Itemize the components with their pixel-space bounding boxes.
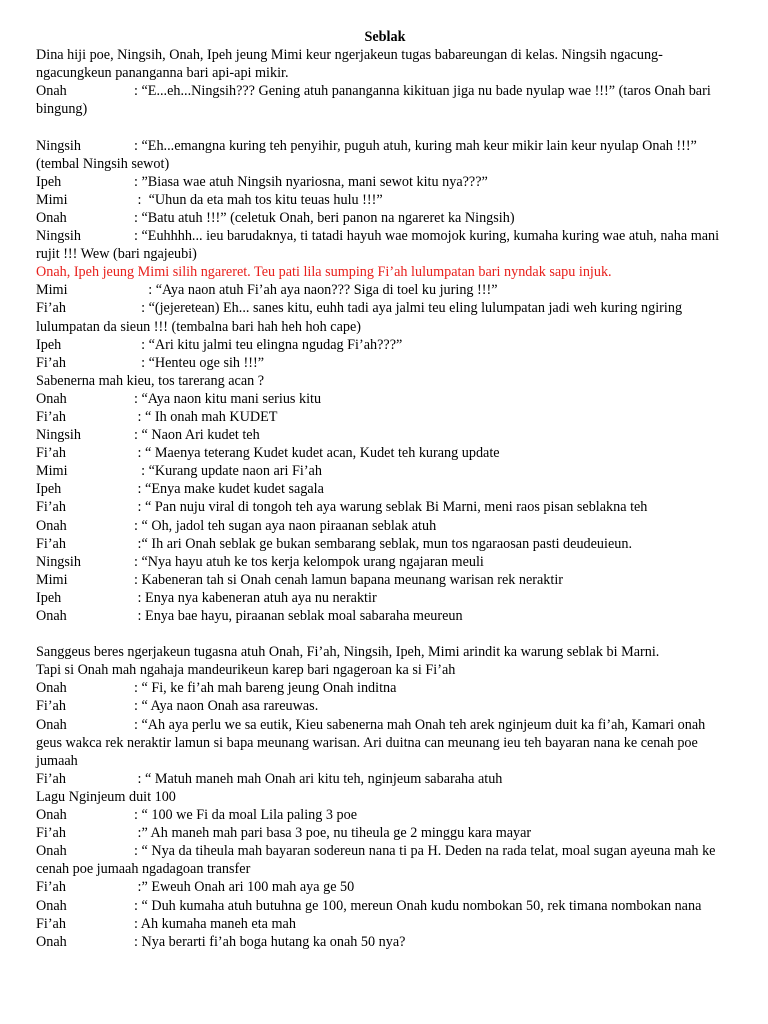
speaker-colon: : bbox=[134, 843, 142, 860]
speaker-name: Ningsih bbox=[36, 137, 81, 154]
dialogue-text: Nya berarti fi’ah boga hutang ka onah 50 nya? bbox=[141, 933, 406, 950]
speaker-name: Ipeh bbox=[36, 173, 62, 190]
speaker-colon: : bbox=[134, 499, 146, 516]
speaker-colon: : bbox=[134, 680, 142, 697]
speaker-colon: : bbox=[134, 571, 142, 588]
dialogue-line bbox=[36, 408, 734, 426]
dialogue-text: ” Eweuh Onah ari 100 mah aya ge 50 bbox=[141, 879, 355, 896]
speaker-name: Fi’ah bbox=[36, 698, 66, 715]
dialogue-line bbox=[36, 227, 734, 263]
speaker-name: Ningsih bbox=[36, 228, 81, 245]
dialogue-text: “Uhun da eta mah tos kitu teuas hulu !!!” bbox=[148, 191, 383, 208]
dialogue-line bbox=[36, 517, 734, 535]
dialogue-text: “Eh...emangna kuring teh penyihir, puguh atuh, kuring mah keur mikir lain keur nyulap Onah !!!” (tembal Ningsih sewot) bbox=[36, 137, 697, 172]
speaker-name: Fi’ah bbox=[36, 445, 66, 462]
dialogue-line bbox=[36, 191, 734, 209]
speaker-colon: : bbox=[134, 83, 142, 100]
dialogue-text: Kabeneran tah si Onah cenah lamun bapana meunang warisan rek neraktir bbox=[141, 571, 564, 588]
dialogue-text: ” Ah maneh mah pari basa 3 poe, nu tiheula ge 2 minggu kara mayar bbox=[141, 825, 532, 842]
dialogue-text: “Euhhhh... ieu barudaknya, ti tatadi hayuh wae momojok kuring, kumaha kuring wae atuh, naha mani rujit !!! Wew (bari ngajeubi) bbox=[36, 228, 720, 263]
dialogue-line bbox=[36, 607, 734, 625]
speaker-colon: : bbox=[134, 933, 142, 950]
speaker-colon: : bbox=[134, 282, 156, 299]
speaker-colon: : bbox=[134, 445, 146, 462]
narration-line: Tapi si Onah mah ngahaja mandeurikeun karep bari ngageroan ka si Fi’ah bbox=[36, 662, 456, 679]
dialogue-text: “ Oh, jadol teh sugan aya naon piraanan seblak atuh bbox=[141, 517, 437, 534]
speaker-name: Onah bbox=[36, 716, 67, 733]
dialogue-text: “ Matuh maneh mah Onah ari kitu teh, nginjeum sabaraha atuh bbox=[145, 770, 503, 787]
dialogue-text: “ Naon Ari kudet teh bbox=[141, 427, 260, 444]
dialogue-text: “Batu atuh !!!” (celetuk Onah, beri panon na ngareret ka Ningsih) bbox=[141, 209, 515, 226]
dialogue-line bbox=[36, 498, 734, 516]
speaker-colon: : bbox=[134, 463, 149, 480]
dialogue-text: “Aya naon atuh Fi’ah aya naon??? Siga di toel ku juring !!!” bbox=[155, 282, 498, 299]
dialogue-line bbox=[36, 697, 734, 715]
dialogue-line bbox=[36, 806, 734, 824]
speaker-colon: : bbox=[134, 698, 142, 715]
dialogue-line bbox=[36, 915, 734, 933]
speaker-colon: : bbox=[134, 228, 142, 245]
speaker-name: Onah bbox=[36, 843, 67, 860]
dialogue-line bbox=[36, 933, 734, 951]
dialogue-line bbox=[36, 281, 734, 299]
narration-line: Sabenerna mah kieu, tos tarerang acan ? bbox=[36, 372, 265, 389]
dialogue-line bbox=[36, 299, 734, 335]
speaker-colon: : bbox=[134, 173, 142, 190]
dialogue-line bbox=[36, 480, 734, 498]
speaker-colon: : bbox=[134, 879, 142, 896]
dialogue-text: “ Ih ari Onah seblak ge bukan sembarang seblak, mun tos ngaraosan pasti deudeuieun. bbox=[141, 535, 633, 552]
dialogue-text: “Nya hayu atuh ke tos kerja kelompok urang ngajaran meuli bbox=[141, 553, 484, 570]
dialogue-text: “Henteu oge sih !!!” bbox=[148, 354, 265, 371]
dialogue-line bbox=[36, 842, 734, 878]
dialogue-line bbox=[36, 354, 734, 372]
dialogue-text: “ Duh kumaha atuh butuhna ge 100, mereun Onah kudu nombokan 50, rek timana nombokan nana bbox=[141, 897, 702, 914]
speaker-colon: : bbox=[134, 915, 141, 932]
dialogue-line bbox=[36, 209, 734, 227]
speaker-name: Onah bbox=[36, 83, 67, 100]
speaker-name: Mimi bbox=[36, 191, 68, 208]
dialogue-line bbox=[36, 173, 734, 191]
dialogue-line bbox=[36, 897, 734, 915]
speaker-name: Fi’ah bbox=[36, 354, 66, 371]
dialogue-text: “(jejeretean) Eh... sanes kitu, euhh tadi aya jalmi teu eling lulumpatan jadi weh kuring ngiring lulumpatan da sieun !!! (tembalna bari hah heh hoh cape) bbox=[36, 300, 683, 335]
dialogue-text: “E...eh...Ningsih??? Gening atuh pananganna kikituan jiga nu bade nyulap wae !!!” (taros Onah bari bingung) bbox=[36, 83, 711, 118]
speaker-colon: : bbox=[134, 807, 142, 824]
dialogue-text: “Aya naon kitu mani serius kitu bbox=[141, 390, 322, 407]
speaker-name: Fi’ah bbox=[36, 915, 66, 932]
speaker-colon: : bbox=[134, 300, 149, 317]
speaker-name: Mimi bbox=[36, 571, 68, 588]
speaker-name: Fi’ah bbox=[36, 535, 66, 552]
dialogue-line bbox=[36, 535, 734, 553]
speaker-name: Onah bbox=[36, 897, 67, 914]
speaker-colon: : bbox=[134, 608, 146, 624]
speaker-name: Onah bbox=[36, 933, 67, 950]
blank-line bbox=[36, 625, 734, 643]
speaker-colon: : bbox=[134, 825, 142, 842]
dialogue-line bbox=[36, 462, 734, 480]
dialogue-text: “Ah aya perlu we sa eutik, Kieu sabenerna mah Onah teh arek nginjeum duit ka fi’ah, Kamari onah geus wakca rek neraktir lamun si bapa meunang warisan. Ari duitna can meunang ieu teh bayaran nana ke cenah poe jumaah bbox=[36, 716, 706, 769]
dialogue-line bbox=[36, 553, 734, 571]
speaker-colon: : bbox=[134, 481, 146, 498]
dialogue-text: Ah kumaha maneh eta mah bbox=[140, 915, 296, 932]
dialogue-text: “ 100 we Fi da moal Lila paling 3 poe bbox=[141, 807, 358, 824]
dialogue-line bbox=[36, 426, 734, 444]
speaker-colon: : bbox=[134, 354, 149, 371]
dialogue-text: Enya bae hayu, piraanan seblak moal sabaraha meureun bbox=[145, 608, 463, 624]
dialogue-line bbox=[36, 390, 734, 408]
dialogue-line bbox=[36, 770, 734, 788]
speaker-name: Ipeh bbox=[36, 481, 62, 498]
dialogue-line bbox=[36, 589, 734, 607]
speaker-name: Fi’ah bbox=[36, 879, 66, 896]
narration-line: Sanggeus beres ngerjakeun tugasna atuh Onah, Fi’ah, Ningsih, Ipeh, Mimi arindit ka warung seblak bi Marni. bbox=[36, 644, 660, 661]
dialogue-line bbox=[36, 824, 734, 842]
speaker-name: Fi’ah bbox=[36, 770, 66, 787]
dialogue-text: “ Nya da tiheula mah bayaran sodereun nana ti pa H. Deden na rada telat, moal sugan ayeuna mah ke cenah poe jumaah ngadagoan transfer bbox=[36, 843, 716, 878]
dialogue-text: “ Pan nuju viral di tongoh teh aya warung seblak Bi Marni, meni raos pisan seblakna teh bbox=[145, 499, 648, 516]
speaker-name: Fi’ah bbox=[36, 300, 66, 317]
dialogue-text: “Ari kitu jalmi teu elingna ngudag Fi’ah???” bbox=[148, 336, 403, 353]
speaker-name: Onah bbox=[36, 390, 67, 407]
speaker-name: Mimi bbox=[36, 282, 68, 299]
speaker-colon: : bbox=[134, 191, 149, 208]
speaker-colon: : bbox=[134, 716, 142, 733]
dialogue-text: “Enya make kudet kudet sagala bbox=[145, 481, 324, 498]
dialogue-text: “ Ih onah mah KUDET bbox=[145, 408, 278, 425]
speaker-colon: : bbox=[134, 390, 142, 407]
narration-line: Lagu Nginjeum duit 100 bbox=[36, 788, 176, 805]
speaker-name: Ningsih bbox=[36, 427, 81, 444]
speaker-name: Fi’ah bbox=[36, 408, 66, 425]
speaker-colon: : bbox=[134, 408, 146, 425]
speaker-colon: : bbox=[134, 589, 146, 606]
speaker-name: Onah bbox=[36, 608, 67, 624]
dialogue-line bbox=[36, 571, 734, 589]
speaker-name: Fi’ah bbox=[36, 499, 66, 516]
speaker-name: Onah bbox=[36, 807, 67, 824]
speaker-colon: : bbox=[134, 897, 142, 914]
dialogue-text: ”Biasa wae atuh Ningsih nyariosna, mani sewot kitu nya???” bbox=[141, 173, 488, 190]
dialogue-line bbox=[36, 716, 734, 770]
speaker-colon: : bbox=[134, 209, 142, 226]
document-title: Seblak bbox=[364, 29, 406, 45]
speaker-colon: : bbox=[134, 427, 142, 444]
speaker-name: Ipeh bbox=[36, 336, 62, 353]
speaker-colon: : bbox=[134, 137, 142, 154]
speaker-colon: : bbox=[134, 535, 142, 552]
speaker-name: Onah bbox=[36, 517, 67, 534]
dialogue-line bbox=[36, 336, 734, 354]
dialogue-text: “ Maenya teterang Kudet kudet acan, Kudet teh kurang update bbox=[145, 445, 500, 462]
dialogue-line bbox=[36, 679, 734, 697]
dialogue-text: “ Fi, ke fi’ah mah bareng jeung Onah inditna bbox=[141, 680, 397, 697]
dialogue-text: “ Aya naon Onah asa rareuwas. bbox=[141, 698, 319, 715]
blank-line bbox=[36, 118, 734, 136]
speaker-name: Fi’ah bbox=[36, 825, 66, 842]
speaker-colon: : bbox=[134, 517, 142, 534]
dialogue-text: “Kurang update naon ari Fi’ah bbox=[148, 463, 322, 480]
narration-red-line: Onah, Ipeh jeung Mimi silih ngareret. Teu pati lila sumping Fi’ah lulumpatan bari nyndak sapu injuk. bbox=[36, 264, 612, 281]
speaker-name: Onah bbox=[36, 209, 67, 226]
dialogue-line bbox=[36, 82, 734, 118]
speaker-name: Onah bbox=[36, 680, 67, 697]
speaker-colon: : bbox=[134, 770, 146, 787]
speaker-name: Ningsih bbox=[36, 553, 81, 570]
dialogue-line bbox=[36, 137, 734, 173]
speaker-name: Mimi bbox=[36, 463, 68, 480]
speaker-colon: : bbox=[134, 553, 142, 570]
intro-paragraph: Dina hiji poe, Ningsih, Onah, Ipeh jeung Mimi keur ngerjakeun tugas babareungan di kelas. Ningsih ngacung-ngacungkeun pananganna bari api-api mikir. bbox=[36, 47, 663, 82]
speaker-name: Ipeh bbox=[36, 589, 62, 606]
dialogue-line bbox=[36, 444, 734, 462]
dialogue-text: Enya nya kabeneran atuh aya nu neraktir bbox=[145, 589, 377, 606]
speaker-colon: : bbox=[134, 336, 149, 353]
dialogue-line bbox=[36, 878, 734, 896]
